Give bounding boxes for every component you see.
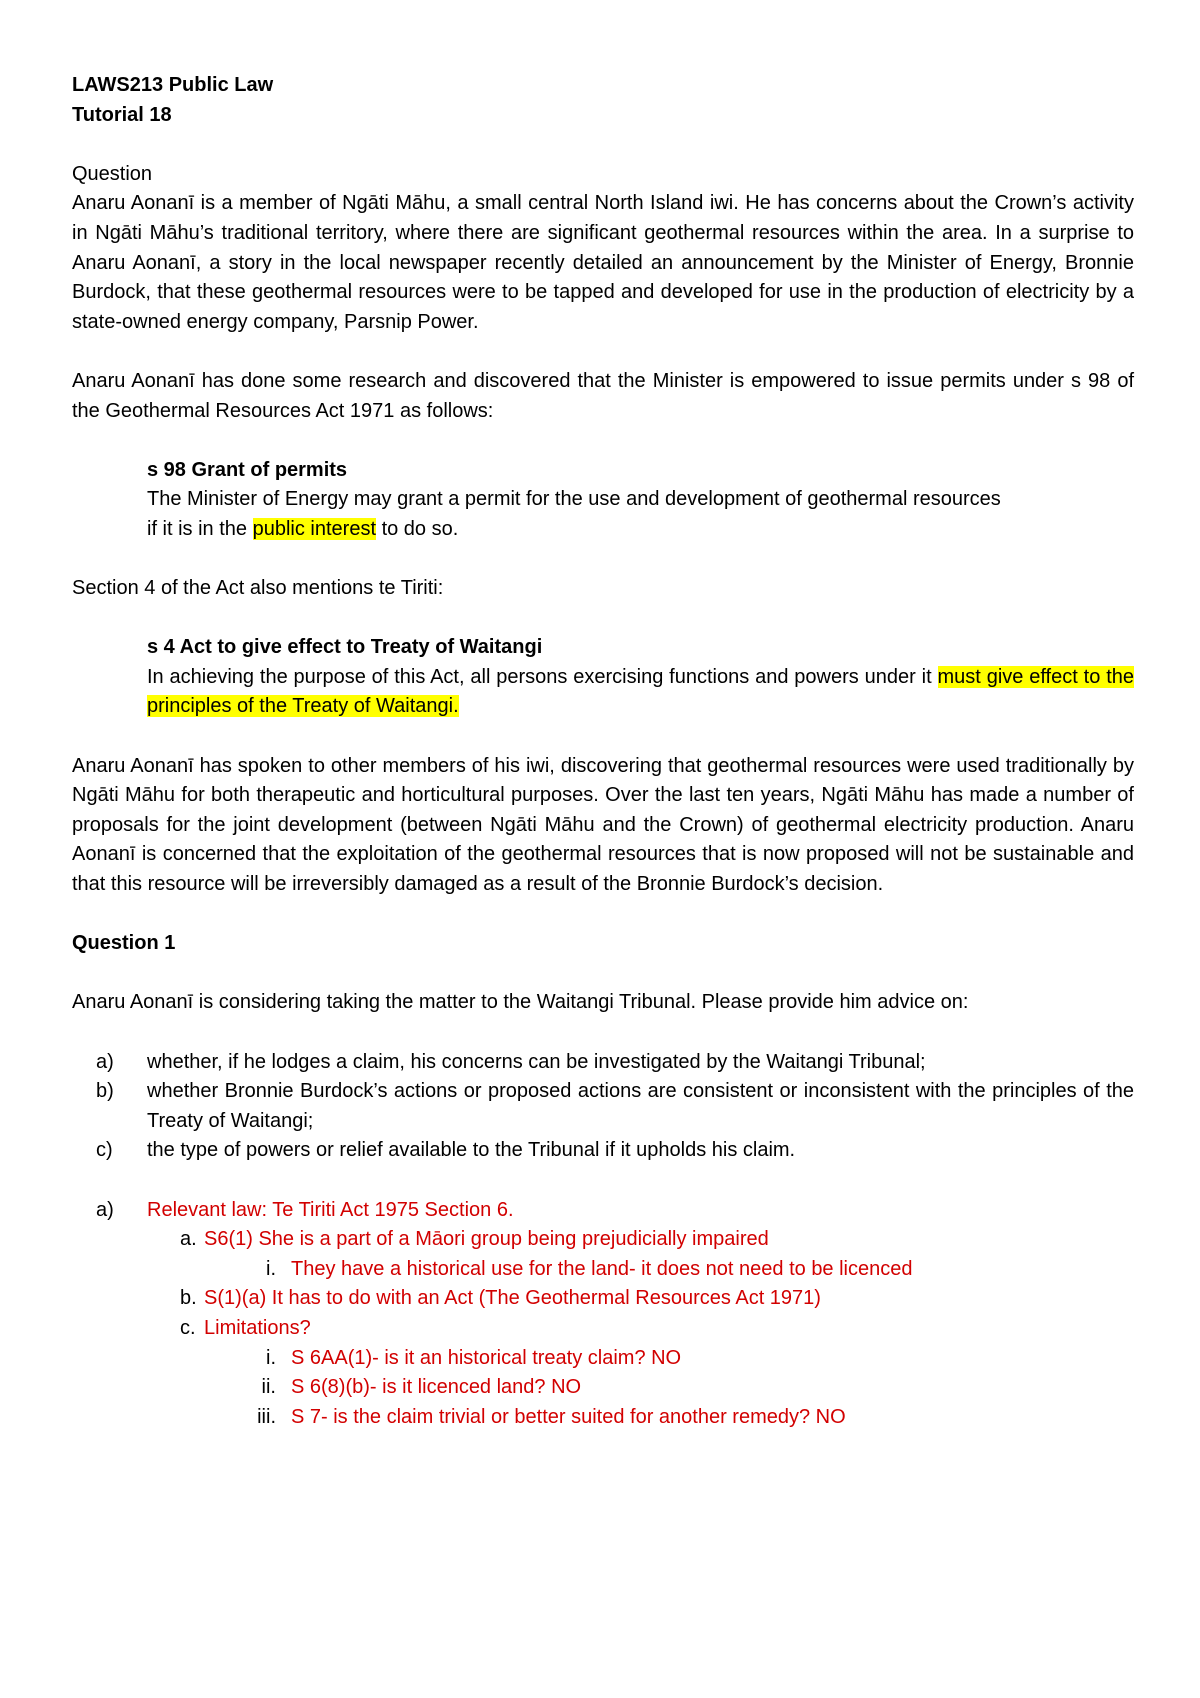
s98-line2-before: if it is in the [147, 517, 253, 540]
question-heading: Question [72, 162, 153, 185]
answer-sub-text: S(1)(a) It has to do with an Act (The Geothermal Resources Act 1971) [204, 1287, 821, 1310]
s98-line2-after: to do so. [376, 517, 459, 540]
list-marker: c) [96, 1139, 113, 1162]
public-interest-highlight: public interest [252, 517, 377, 540]
limitation-text: S 7- is the claim trivial or better suited for another remedy? NO [291, 1405, 846, 1428]
answer-sub-a [72, 1225, 1134, 1255]
iwi-paragraph: Anaru Aonanī has spoken to other members of his iwi, discovering that geothermal resources were used traditionally by Ngāti Māhu for both therapeutic and horticultural purposes. Over the last ten years, Ngāti Māhu has made a number of proposals for the joint development (between Ngāti Māhu and the Crown) of geothermal electricity production. Anaru Aonanī is concerned that the exploitation of the geothermal resources that is now proposed will not be sustainable and that this resource will be irreversibly damaged as a result of the Bronnie Burdock’s decision. [72, 754, 1134, 896]
limitation-text: S 6(8)(b)- is it licenced land? NO [291, 1376, 582, 1399]
answer-item-a [72, 1196, 1134, 1226]
list-item-text: the type of powers or relief available to the Tribunal if it upholds his claim. [147, 1139, 796, 1162]
question1-list [72, 1048, 1134, 1166]
list-marker: b. [180, 1287, 197, 1310]
list-marker: a) [96, 1050, 114, 1073]
limitation-item [72, 1344, 1134, 1374]
treaty-principles-highlight: must give effect to the principles of the Treaty of Waitangi. [147, 665, 1134, 718]
s98-line2 [147, 515, 1134, 545]
answer-sub-text: S6(1) She is a part of a Māori group being prejudicially impaired [204, 1228, 769, 1251]
list-marker: a. [180, 1228, 197, 1251]
s98-quote [147, 456, 1134, 545]
list-marker: b) [96, 1080, 114, 1103]
list-marker: ii. [261, 1376, 276, 1399]
list-marker: a) [96, 1198, 114, 1221]
list-item [72, 1048, 1134, 1078]
list-item-text: whether Bronnie Burdock’s actions or proposed actions are consistent or inconsistent with the principles of the Treaty of Waitangi; [147, 1080, 1134, 1132]
list-marker: i. [266, 1257, 276, 1280]
answer-sub-a-i [72, 1255, 1134, 1285]
list-marker: iii. [257, 1405, 276, 1428]
s4-text [147, 663, 1134, 722]
answer-sub-text: Limitations? [204, 1316, 311, 1339]
list-marker: c. [180, 1316, 196, 1339]
answer-sub-b [72, 1284, 1134, 1314]
s4-heading: s 4 Act to give effect to Treaty of Waitangi [147, 636, 543, 659]
s98-line1: The Minister of Energy may grant a permit for the use and development of geothermal resources [147, 488, 1001, 511]
list-item-text: whether, if he lodges a claim, his concerns can be investigated by the Waitangi Tribunal; [147, 1050, 926, 1073]
limitation-text: S 6AA(1)- is it an historical treaty claim? NO [291, 1346, 682, 1369]
list-item [72, 1136, 1134, 1166]
answer-sub-c [72, 1314, 1134, 1344]
research-paragraph: Anaru Aonanī has done some research and discovered that the Minister is empowered to issue permits under s 98 of the Geothermal Resources Act 1971 as follows: [72, 369, 1134, 422]
section4-intro: Section 4 of the Act also mentions te Tiriti: [72, 577, 444, 600]
question1-prompt: Anaru Aonanī is considering taking the matter to the Waitangi Tribunal. Please provide him advice on: [72, 991, 969, 1014]
s98-heading: s 98 Grant of permits [147, 458, 348, 481]
list-item [72, 1077, 1134, 1136]
document-page [72, 71, 1134, 1432]
answer-notes [72, 1196, 1134, 1433]
intro-paragraph: Anaru Aonanī is a member of Ngāti Māhu, a small central North Island iwi. He has concerns about the Crown’s activity in Ngāti Māhu’s traditional territory, where there are significant geothermal resources within the area. In a surprise to Anaru Aonanī, a story in the local newspaper recently detailed an announcement by the Minister of Energy, Bronnie Burdock, that these geothermal resources were to be tapped and developed for use in the production of electricity by a state-owned energy company, Parsnip Power. [72, 192, 1134, 333]
tutorial-title: Tutorial 18 [72, 103, 172, 126]
limitation-item [72, 1373, 1134, 1403]
answer-sub-text: They have a historical use for the land- it does not need to be licenced [291, 1257, 913, 1280]
limitation-item [72, 1403, 1134, 1433]
question1-heading: Question 1 [72, 932, 176, 955]
s4-text-before: In achieving the purpose of this Act, all persons exercising functions and powers under it [147, 665, 938, 688]
course-title: LAWS213 Public Law [72, 74, 274, 96]
s4-quote [147, 633, 1134, 722]
list-marker: i. [266, 1346, 276, 1369]
answer-text: Relevant law: Te Tiriti Act 1975 Section 6. [147, 1198, 514, 1221]
